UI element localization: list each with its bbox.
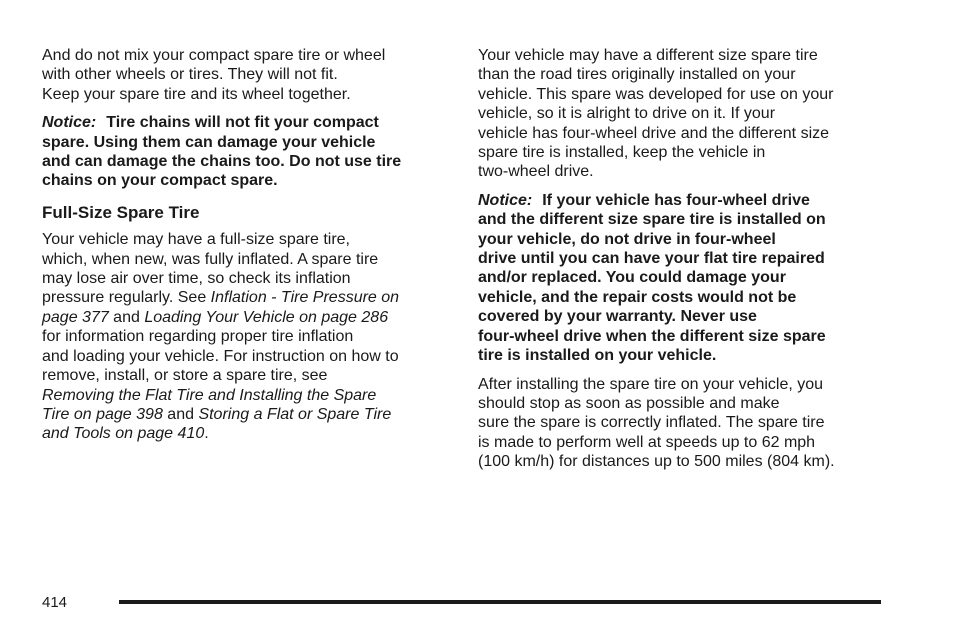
text-line [42,308,452,327]
text-line: sure the spare is correctly inflated. The spare tire [478,414,825,432]
footer-rule [119,600,881,604]
notice-label: Notice: [478,191,533,209]
text-line: (100 km/h) for distances up to 500 miles (804 km). [478,453,835,471]
text-run: and [108,308,145,326]
notice-text: If your vehicle has four-wheel drive [542,191,810,209]
text-line: and/or replaced. You could damage your [478,269,786,287]
text-line: remove, install, or store a spare tire, see [42,367,328,385]
text-line: your vehicle, do not drive in four-wheel [478,230,776,248]
page-number: 414 [42,594,68,611]
text-line: which, when new, was fully inflated. A spare tire [42,250,379,268]
notice-four-wheel-drive [478,191,888,366]
left-column [42,46,452,453]
text-line: with other wheels or tires. They will not fit. [42,66,338,84]
cross-reference-link[interactable]: Tire on page 398 [42,405,163,423]
text-line: and loading your vehicle. For instruction on how to [42,347,399,365]
cross-reference-link[interactable]: page 377 [42,308,109,326]
text-line: After installing the spare tire on your vehicle, you [478,375,824,393]
text-line: spare. Using them can damage your vehicle [42,133,376,151]
text-line: vehicle has four-wheel drive and the different size [478,124,830,142]
text-line: vehicle. This spare was developed for use on your [478,85,834,103]
text-line: for information regarding proper tire inflation [42,328,354,346]
text-line: Your vehicle may have a full-size spare tire, [42,231,350,249]
text-line: drive until you can have your flat tire repaired [478,250,825,268]
text-line: than the road tires originally installed on your [478,66,796,84]
notice-label: Notice: [42,114,97,132]
paragraph-full-size-spare [42,230,452,443]
text-line: Keep your spare tire and its wheel together. [42,85,351,103]
cross-reference-link[interactable]: Removing the Flat Tire and Installing the Spare [42,386,377,404]
text-line: spare tire is installed, keep the vehicle in [478,144,766,162]
text-line: and the different size spare tire is installed on [478,211,826,229]
text-line [42,288,452,307]
text-line: tire is installed on your vehicle. [478,347,717,365]
right-column [478,46,888,481]
cross-reference-link[interactable]: Inflation - Tire Pressure on [210,289,400,307]
text-line: four-wheel drive when the different size spare [478,327,826,345]
text-line: And do not mix your compact spare tire or wheel [42,47,386,64]
paragraph-mix-warning [42,46,452,104]
text-line [478,191,888,210]
cross-reference-link[interactable]: Storing a Flat or Spare Tire [198,405,392,423]
text-line: should stop as soon as possible and make [478,394,780,412]
text-line: and can damage the chains too. Do not use tire [42,153,402,171]
text-line [42,405,452,424]
text-line: Your vehicle may have a different size spare tire [478,47,818,64]
text-run: pressure regularly. See [42,289,211,307]
cross-reference-link[interactable]: and Tools on page 410 [42,425,205,443]
cross-reference-link[interactable]: Loading Your Vehicle on page 286 [144,308,389,326]
text-line: is made to perform well at speeds up to 62 mph [478,433,816,451]
notice-text: Tire chains will not fit your compact [106,114,379,132]
text-line: covered by your warranty. Never use [478,308,757,326]
text-line: may lose air over time, so check its inflation [42,270,351,288]
section-heading: Full-Size Spare Tire [42,202,200,222]
text-run: . [204,425,209,443]
text-line: vehicle, and the repair costs would not be [478,288,797,306]
text-line: two-wheel drive. [478,163,594,181]
text-line: vehicle, so it is alright to drive on it. If your [478,105,776,123]
notice-tire-chains [42,113,452,191]
paragraph-after-installing [478,375,888,472]
text-run: and [162,405,199,423]
paragraph-different-size-spare [478,46,888,182]
text-line: chains on your compact spare. [42,172,278,190]
text-line [42,424,452,443]
text-line [42,113,452,132]
